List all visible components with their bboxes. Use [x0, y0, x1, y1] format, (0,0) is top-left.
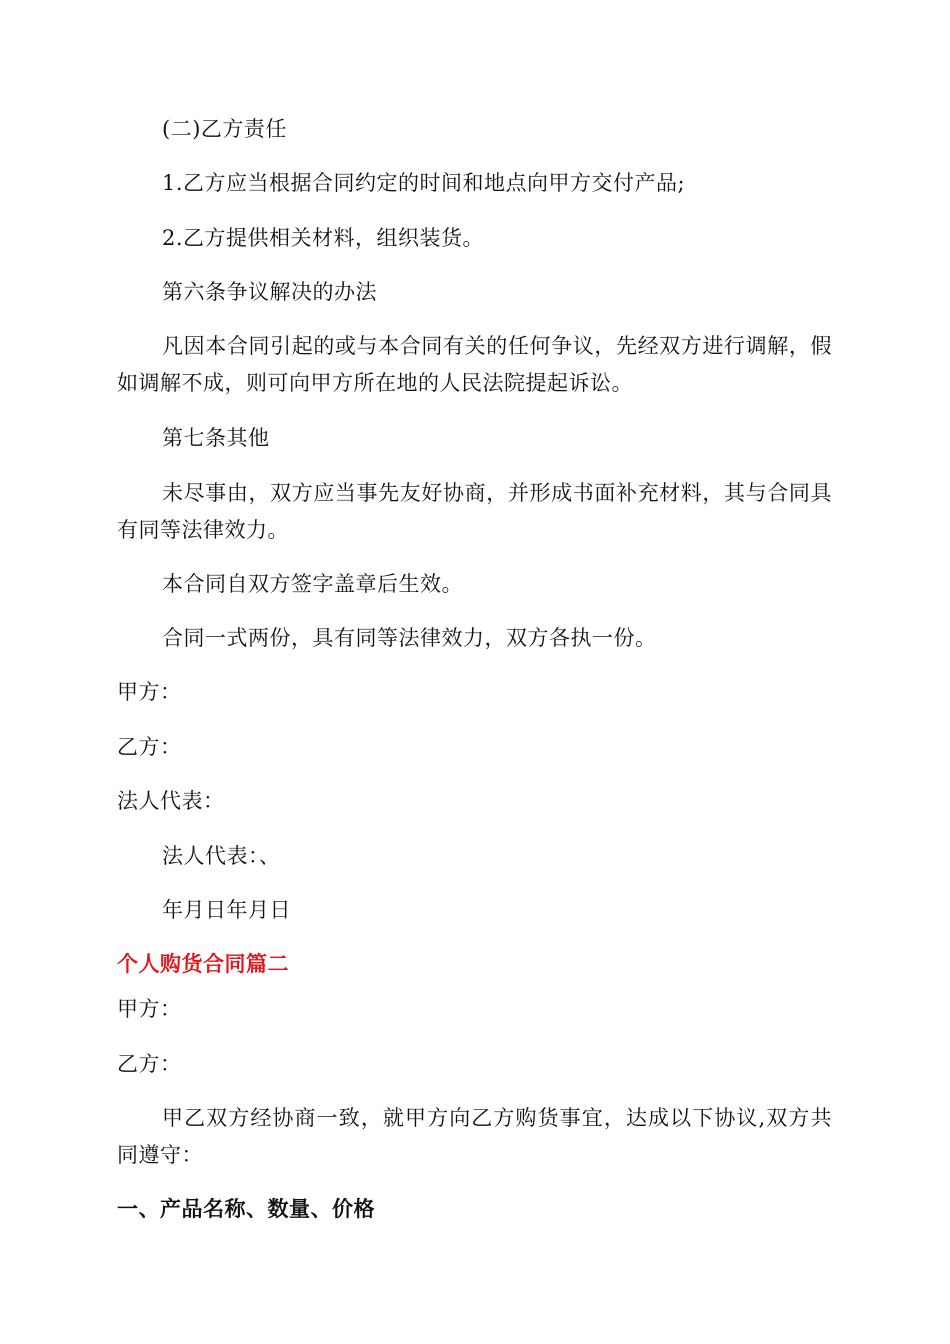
party-b-label: 乙方：	[117, 735, 182, 759]
contract-2-title: 个人购货合同篇二	[117, 952, 289, 976]
legal-rep-label-2: 法人代表：、	[162, 844, 281, 868]
article-7-title: 第七条其他	[162, 426, 270, 450]
article-6-title: 第六条争议解决的办法	[162, 280, 377, 304]
legal-rep-label: 法人代表：	[117, 789, 225, 813]
item-2: 2.乙方提供相关材料，组织装货。	[162, 226, 485, 250]
contract-2-section-1: 一、产品名称、数量、价格	[117, 1197, 375, 1221]
article-7-body: 未尽事由，双方应当事先友好协商，并形成书面补充材料，其与合同具有同等法律效力。	[117, 481, 832, 542]
item-1: 1.乙方应当根据合同约定的时间和地点向甲方交付产品;	[162, 171, 686, 195]
contract-2-party-a: 甲方：	[117, 997, 182, 1021]
date-line: 年月日年月日	[162, 898, 291, 922]
party-a-label: 甲方：	[117, 680, 182, 704]
article-6-body: 凡因本合同引起的或与本合同有关的任何争议，先经双方进行调解，假如调解不成，则可向甲方所在地的人民法院提起诉讼。	[117, 334, 832, 395]
copies-clause: 合同一式两份，具有同等法律效力，双方各执一份。	[162, 626, 657, 650]
effective-clause: 本合同自双方签字盖章后生效。	[162, 572, 463, 596]
contract-2-intro: 甲乙双方经协商一致，就甲方向乙方购货事宜，达成以下协议,双方共同遵守：	[117, 1106, 832, 1167]
contract-2-party-b: 乙方：	[117, 1052, 182, 1076]
section-b-title: (二)乙方责任	[162, 117, 287, 141]
